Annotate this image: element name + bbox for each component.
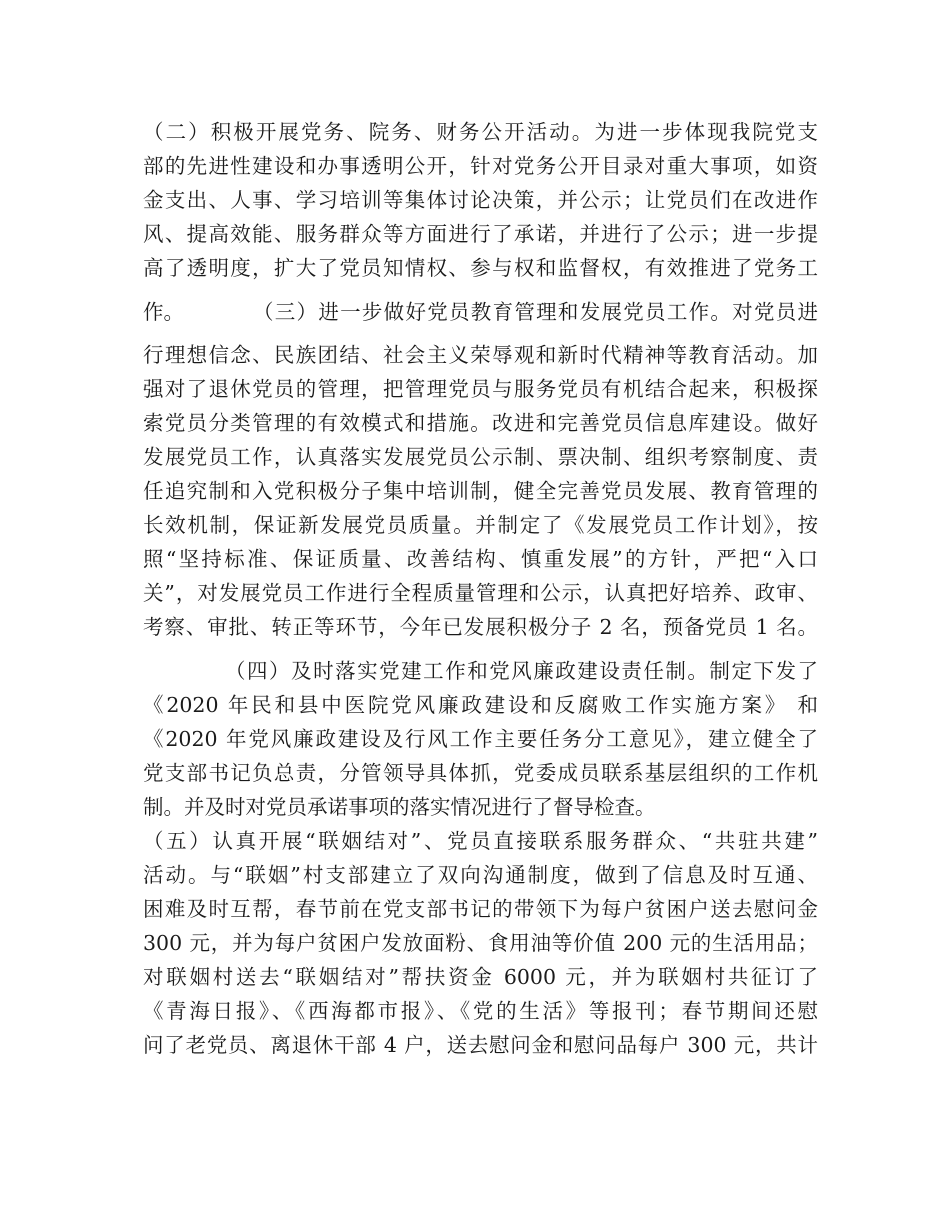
text-line: （三）进一步做好党员教育管理和发展党员工作。对党员进 [253, 300, 818, 324]
text-line: 发展党员工作，认真落实发展党员公示制、票决制、组织考察制度、责 [143, 445, 818, 469]
text-line: 风、提高效能、服务群众等方面进行了承诺，并进行了公示；进一步提 [143, 222, 818, 246]
text-line: 关”，对发展党员工作进行全程质量管理和公示，认真把好培养、政审、 [143, 581, 818, 605]
text-line: 《2020 年党风廉政建设及行风工作主要任务分工意见》，建立健全了 [143, 727, 818, 751]
text-line: 作。 [143, 300, 184, 324]
text-line: 高了透明度，扩大了党员知情权、参与权和监督权，有效推进了党务工 [143, 256, 818, 280]
text-line: 照“坚持标准、保证质量、改善结构、慎重发展”的方针，严把“入口 [143, 547, 818, 571]
text-line: 索党员分类管理的有效模式和措施。改进和完善党员信息库建设。做好 [143, 411, 818, 435]
text-line: 行理想信念、民族团结、社会主义荣辱观和新时代精神等教育活动。加 [143, 343, 818, 367]
text-line: 考察、审批、转正等环节，今年已发展积极分子 2 名，预备党员 1 名。 [143, 615, 818, 639]
text-line: 金支出、人事、学习培训等集体讨论决策，并公示；让党员们在改进作 [143, 188, 818, 212]
text-line: （二）积极开展党务、院务、财务公开活动。为进一步体现我院党支 [143, 120, 818, 144]
text-line: 任追究制和入党积极分子集中培训制，健全完善党员发展、教育管理的 [143, 479, 818, 503]
text-line: 《青海日报》、《西海都市报》、《党的生活》等报刊；春节期间还慰 [143, 999, 818, 1023]
text-line: 党支部书记负总责，分管领导具体抓，党委成员联系基层组织的工作机 [143, 761, 818, 785]
text-line: 300 元，并为每户贫困户发放面粉、食用油等价值 200 元的生活用品； [143, 931, 818, 955]
text-line: （五）认真开展“联姻结对”、党员直接联系服务群众、“共驻共建” [143, 829, 818, 853]
text-line: （四）及时落实党建工作和党风廉政建设责任制。制定下发了 [225, 659, 818, 683]
text-line: 活动。与“联姻”村支部建立了双向沟通制度，做到了信息及时互通、 [143, 863, 818, 887]
text-line: 问了老党员、离退休干部 4 户，送去慰问金和慰问品每户 300 元，共计 [143, 1033, 818, 1057]
text-line: 困难及时互帮，春节前在党支部书记的带领下为每户贫困户送去慰问金 [143, 897, 818, 921]
text-line: 长效机制，保证新发展党员质量。并制定了《发展党员工作计划》，按 [143, 513, 818, 537]
text-line: 部的先进性建设和办事透明公开，针对党务公开目录对重大事项，如资 [143, 154, 818, 178]
text-line: 强对了退休党员的管理，把管理党员与服务党员有机结合起来，积极探 [143, 377, 818, 401]
text-line: 对联姻村送去“联姻结对”帮扶资金 6000 元，并为联姻村共征订了 [143, 965, 818, 989]
text-line: 《2020 年民和县中医院党风廉政建设和反腐败工作实施方案》 和 [143, 693, 818, 717]
text-line: 制。并及时对党员承诺事项的落实情况进行了督导检查。 [143, 795, 656, 819]
